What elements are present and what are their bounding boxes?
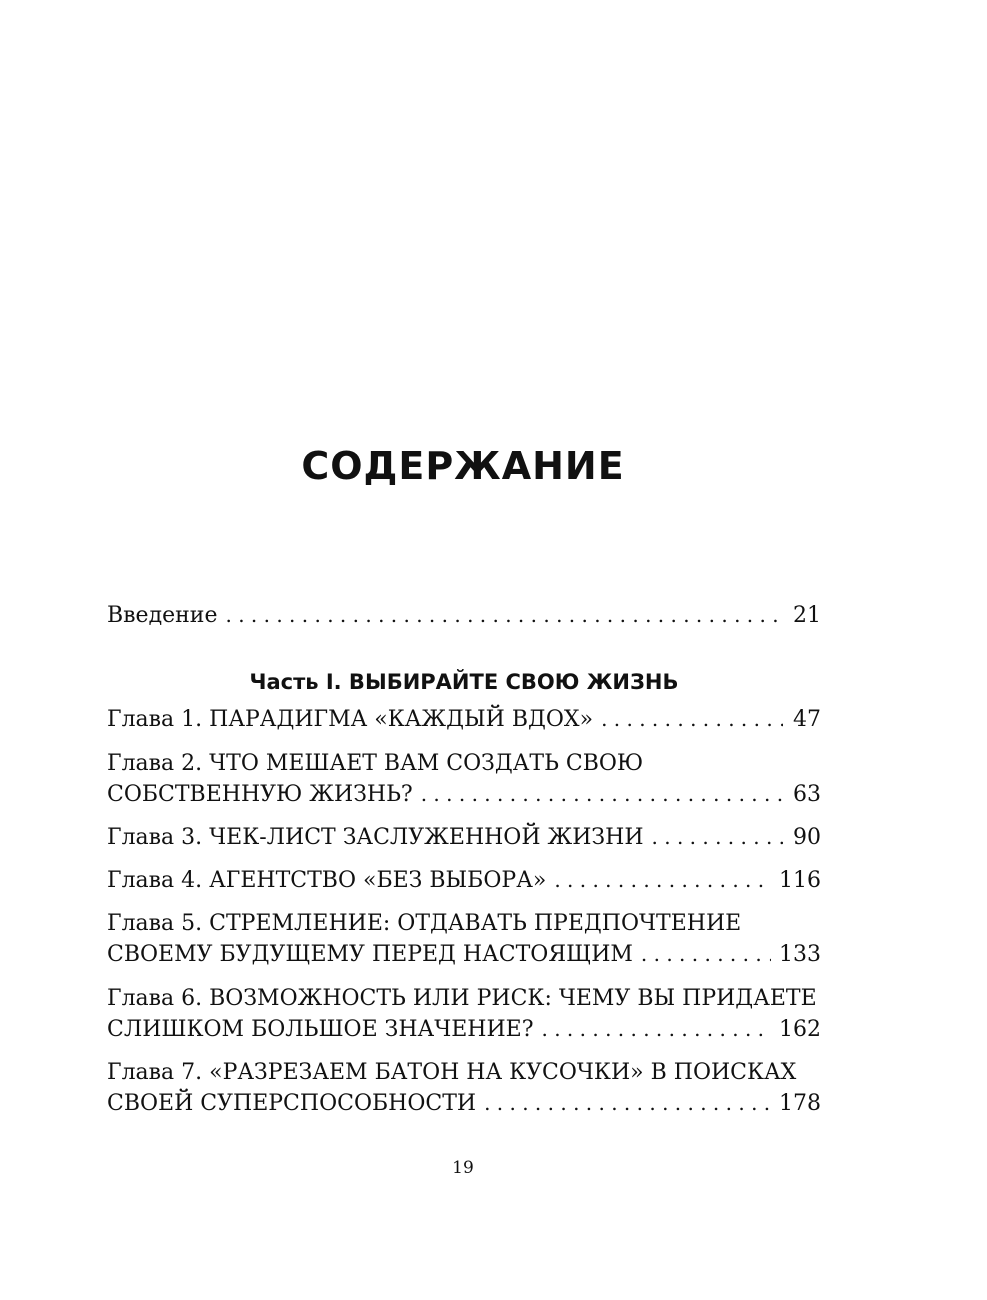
toc-entry-label: Глава 2. ЧТО МЕШАЕТ ВАМ СОЗДАТЬ СВОЮ	[107, 751, 644, 776]
toc-entry-label-continued: СЛИШКОМ БОЛЬШОЕ ЗНАЧЕНИЕ?	[107, 1017, 534, 1042]
leader-dots	[225, 600, 783, 631]
page-number: 19	[452, 1158, 474, 1178]
toc-entry-label: Глава 5. СТРЕМЛЕНИЕ: ОТДАВАТЬ ПРЕДПОЧТЕНИЕ	[107, 911, 742, 936]
toc-entry-label: Глава 7. «РАЗРЕЗАЕМ БАТОН НА КУСОЧКИ» В ПОИСКАХ	[107, 1060, 797, 1085]
toc-entry-label-continued: СВОЕЙ СУПЕРСПОСОБНОСТИ	[107, 1091, 477, 1116]
toc-entry-chapter-6	[107, 983, 821, 1045]
leader-dots	[652, 822, 783, 853]
toc-page-number: 90	[793, 825, 821, 850]
toc-page-number: 178	[779, 1091, 821, 1116]
toc-page-number: 162	[779, 1017, 821, 1042]
toc-entry-chapter-7	[107, 1057, 821, 1119]
toc-entry-intro	[107, 600, 821, 631]
leader-dots	[641, 939, 771, 970]
toc-entry-label: Введение	[107, 603, 218, 628]
toc-entry-label: Глава 1. ПАРАДИГМА «КАЖДЫЙ ВДОХ»	[107, 707, 594, 732]
toc-page-number: 63	[793, 782, 821, 807]
toc-entry-chapter-2	[107, 748, 821, 810]
toc-entry-chapter-1	[107, 704, 821, 735]
toc-entry-label: Глава 3. ЧЕК-ЛИСТ ЗАСЛУЖЕННОЙ ЖИЗНИ	[107, 825, 644, 850]
toc-entry-chapter-4	[107, 865, 821, 896]
leader-dots	[601, 704, 783, 735]
toc-entry-label: Глава 4. АГЕНТСТВО «БЕЗ ВЫБОРА»	[107, 868, 547, 893]
leader-dots	[484, 1088, 771, 1119]
toc-page-number: 21	[793, 603, 821, 628]
toc-entry-label: Глава 6. ВОЗМОЖНОСТЬ ИЛИ РИСК: ЧЕМУ ВЫ ПРИДАЕТЕ	[107, 986, 817, 1011]
toc-entry-chapter-3	[107, 822, 821, 853]
leader-dots	[421, 779, 783, 810]
toc-page-number: 116	[779, 868, 821, 893]
leader-dots	[542, 1014, 772, 1045]
toc-entry-chapter-5	[107, 908, 821, 970]
toc-page-number: 133	[779, 942, 821, 967]
toc-page-number: 47	[793, 707, 821, 732]
leader-dots	[554, 865, 771, 896]
part-heading: Часть I. ВЫБИРАЙТЕ СВОЮ ЖИЗНЬ	[249, 670, 679, 694]
page-title: СОДЕРЖАНИЕ	[301, 444, 625, 488]
toc-entry-label-continued: СОБСТВЕННУЮ ЖИЗНЬ?	[107, 782, 413, 807]
toc-entry-label-continued: СВОЕМУ БУДУЩЕМУ ПЕРЕД НАСТОЯЩИМ	[107, 942, 633, 967]
